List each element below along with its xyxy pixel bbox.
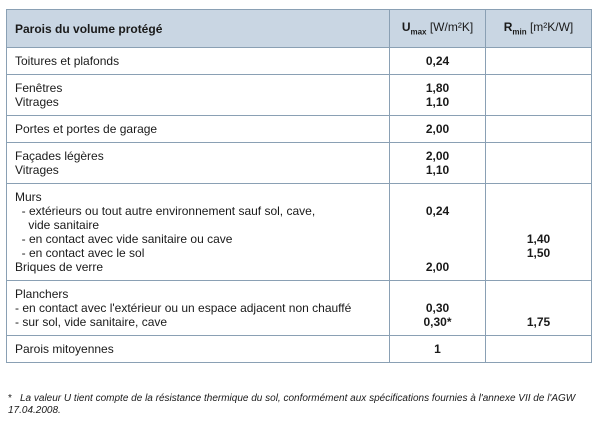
- cell-content: [7, 184, 389, 280]
- cell-content: [7, 143, 389, 183]
- table-cell-c2: [390, 184, 486, 281]
- cell-content: [390, 48, 485, 74]
- cell-line: [390, 232, 485, 246]
- table-cell-c1: [7, 116, 390, 143]
- cell-content: [486, 281, 591, 335]
- header-umax-symbol: U: [401, 20, 411, 35]
- cell-content: [7, 116, 389, 142]
- cell-line: [390, 287, 485, 301]
- table-cell-c1: [7, 48, 390, 75]
- cell-line: [486, 54, 591, 68]
- cell-line: [390, 190, 485, 204]
- cell-content: [486, 75, 591, 115]
- cell-line: [486, 163, 591, 177]
- cell-content: [7, 336, 389, 362]
- cell-content: [390, 75, 485, 115]
- cell-line: [486, 190, 591, 204]
- table-cell-c1: [7, 281, 390, 336]
- cell-line: [486, 149, 591, 163]
- header-umax-subscript: max: [410, 27, 427, 37]
- table-cell-c3: [486, 116, 592, 143]
- cell-content: [390, 281, 485, 335]
- cell-line: 0,24: [425, 54, 450, 68]
- table-row: [7, 75, 592, 116]
- cell-content: [7, 48, 389, 74]
- cell-line: Fenêtres: [15, 81, 63, 95]
- table-cell-c3: [486, 75, 592, 116]
- cell-line: - sur sol, vide sanitaire, cave: [15, 315, 168, 329]
- footnote-text: La valeur U tient compte de la résistance thermique du sol, conformément aux spécifications fournies à l'annexe VII de l'AGW 17.04.2008.: [8, 393, 576, 416]
- table-cell-c2: [390, 336, 486, 363]
- cell-line: - en contact avec l'extérieur ou un espace adjacent non chauffé: [15, 301, 352, 315]
- cell-content: [390, 143, 485, 183]
- cell-line: - extérieurs ou tout autre environnement sauf sol, cave,: [15, 204, 316, 218]
- cell-line: Toitures et plafonds: [15, 54, 120, 68]
- table-cell-c1: [7, 336, 390, 363]
- cell-line: [486, 204, 591, 218]
- cell-line: Façades légères: [15, 149, 104, 163]
- cell-line: [486, 260, 591, 274]
- cell-line: [486, 218, 591, 232]
- header-umax: [390, 10, 486, 48]
- cell-line: [486, 287, 591, 301]
- cell-line: Murs: [15, 190, 42, 204]
- cell-line: [486, 81, 591, 95]
- table-cell-c2: [390, 143, 486, 184]
- table-cell-c2: [390, 281, 486, 336]
- cell-line: 0,24: [425, 204, 450, 218]
- footnote: [8, 393, 578, 417]
- table-row: [7, 48, 592, 75]
- cell-line: 1,80: [425, 81, 450, 95]
- header-rmin-subscript: min: [512, 27, 527, 37]
- table-row: [7, 281, 592, 336]
- table-cell-c2: [390, 48, 486, 75]
- cell-content: [390, 336, 485, 362]
- table-cell-c3: [486, 143, 592, 184]
- cell-line: 1,10: [425, 163, 450, 177]
- table-cell-c3: [486, 48, 592, 75]
- header-rmin-unit: [m²K/W]: [526, 20, 574, 35]
- cell-line: 1: [434, 342, 441, 356]
- cell-line: 2,00: [425, 149, 450, 163]
- table-cell-c1: [7, 75, 390, 116]
- cell-content: [486, 116, 591, 142]
- footnote-marker: *: [8, 393, 12, 404]
- cell-line: - en contact avec vide sanitaire ou cave: [15, 232, 233, 246]
- header-umax-unit: [W/m²K]: [426, 20, 474, 35]
- table-row: [7, 184, 592, 281]
- header-parois: Parois du volume protégé: [7, 10, 390, 48]
- table-cell-c1: [7, 184, 390, 281]
- cell-line: Parois mitoyennes: [15, 342, 114, 356]
- cell-line: vide sanitaire: [15, 218, 100, 232]
- cell-line: Planchers: [15, 287, 69, 301]
- cell-content: [390, 116, 485, 142]
- cell-line: 1,40: [526, 232, 551, 246]
- cell-line: 1,50: [526, 246, 551, 260]
- cell-line: 2,00: [425, 260, 450, 274]
- cell-line: 0,30: [425, 301, 450, 315]
- cell-line: [390, 218, 485, 232]
- cell-content: [7, 75, 389, 115]
- table-header-row: [7, 10, 592, 48]
- cell-line: [486, 95, 591, 109]
- cell-content: [486, 184, 591, 280]
- cell-content: [486, 336, 591, 362]
- table-cell-c2: [390, 75, 486, 116]
- cell-line: [486, 122, 591, 136]
- cell-line: Portes et portes de garage: [15, 122, 158, 136]
- cell-content: [486, 143, 591, 183]
- table-cell-c3: [486, 281, 592, 336]
- cell-line: 0,30*: [423, 315, 452, 329]
- cell-line: Briques de verre: [15, 260, 104, 274]
- cell-line: 1,75: [526, 315, 551, 329]
- table-body: [7, 48, 592, 363]
- cell-line: - en contact avec le sol: [15, 246, 145, 260]
- cell-line: [486, 342, 591, 356]
- table-cell-c1: [7, 143, 390, 184]
- cell-line: 1,10: [425, 95, 450, 109]
- table-row: [7, 336, 592, 363]
- cell-line: Vitrages: [15, 163, 59, 177]
- requirements-table: [6, 9, 592, 363]
- header-rmin: [486, 10, 592, 48]
- cell-content: [7, 281, 389, 335]
- cell-line: Vitrages: [15, 95, 59, 109]
- cell-line: [390, 246, 485, 260]
- cell-content: [390, 184, 485, 280]
- table-row: [7, 116, 592, 143]
- cell-line: [486, 301, 591, 315]
- table-cell-c3: [486, 184, 592, 281]
- cell-line: 2,00: [425, 122, 450, 136]
- table-cell-c3: [486, 336, 592, 363]
- cell-content: [486, 48, 591, 74]
- header-rmin-symbol: R: [503, 20, 513, 35]
- table-cell-c2: [390, 116, 486, 143]
- table-row: [7, 143, 592, 184]
